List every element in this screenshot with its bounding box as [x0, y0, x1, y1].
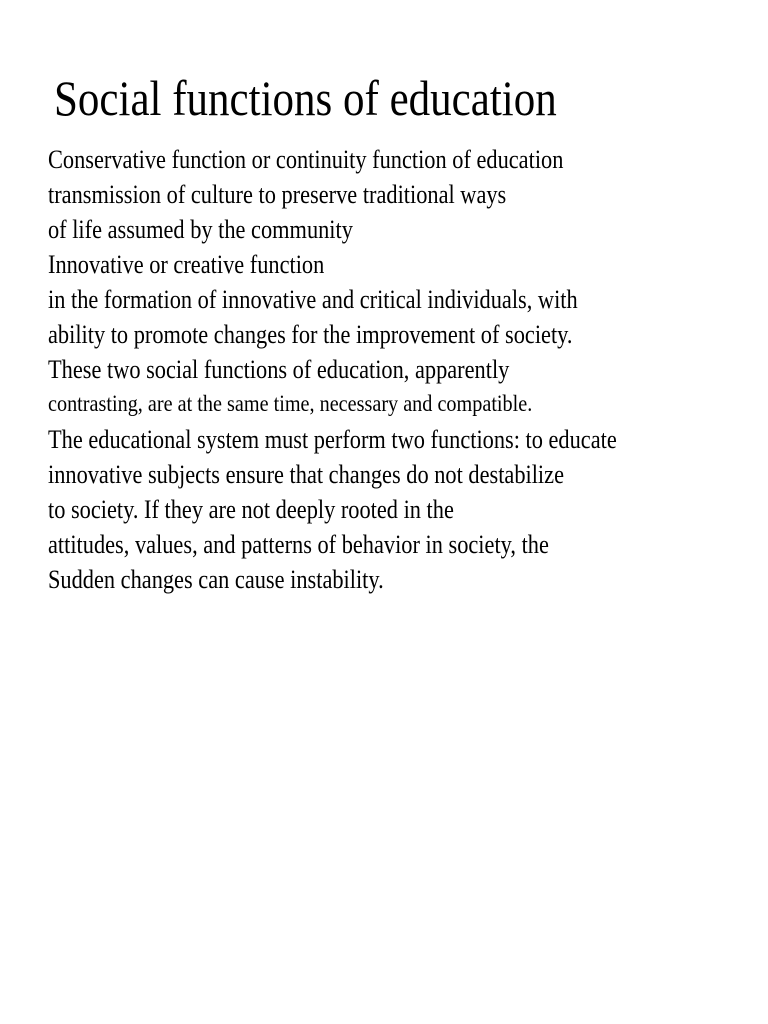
body-line: The educational system must perform two functions: to educate [48, 425, 617, 454]
body-line: Conservative function or continuity function of education [48, 145, 564, 174]
body-line: ability to promote changes for the improvement of society. [48, 320, 573, 349]
slide-body [48, 142, 768, 597]
body-line: contrasting, are at the same time, necessary and compatible. [48, 391, 533, 417]
body-line: Sudden changes can cause instability. [48, 565, 384, 594]
body-line: to society. If they are not deeply rooted in the [48, 495, 454, 524]
body-line: attitudes, values, and patterns of behavior in society, the [48, 530, 549, 559]
body-line: in the formation of innovative and critical individuals, with [48, 285, 578, 314]
slide-title: Social functions of education [54, 70, 557, 126]
body-line: These two social functions of education, apparently [48, 355, 510, 384]
body-line: transmission of culture to preserve traditional ways [48, 180, 507, 209]
body-line: of life assumed by the community [48, 215, 353, 244]
body-line: innovative subjects ensure that changes do not destabilize [48, 460, 564, 489]
body-line: Innovative or creative function [48, 250, 325, 279]
